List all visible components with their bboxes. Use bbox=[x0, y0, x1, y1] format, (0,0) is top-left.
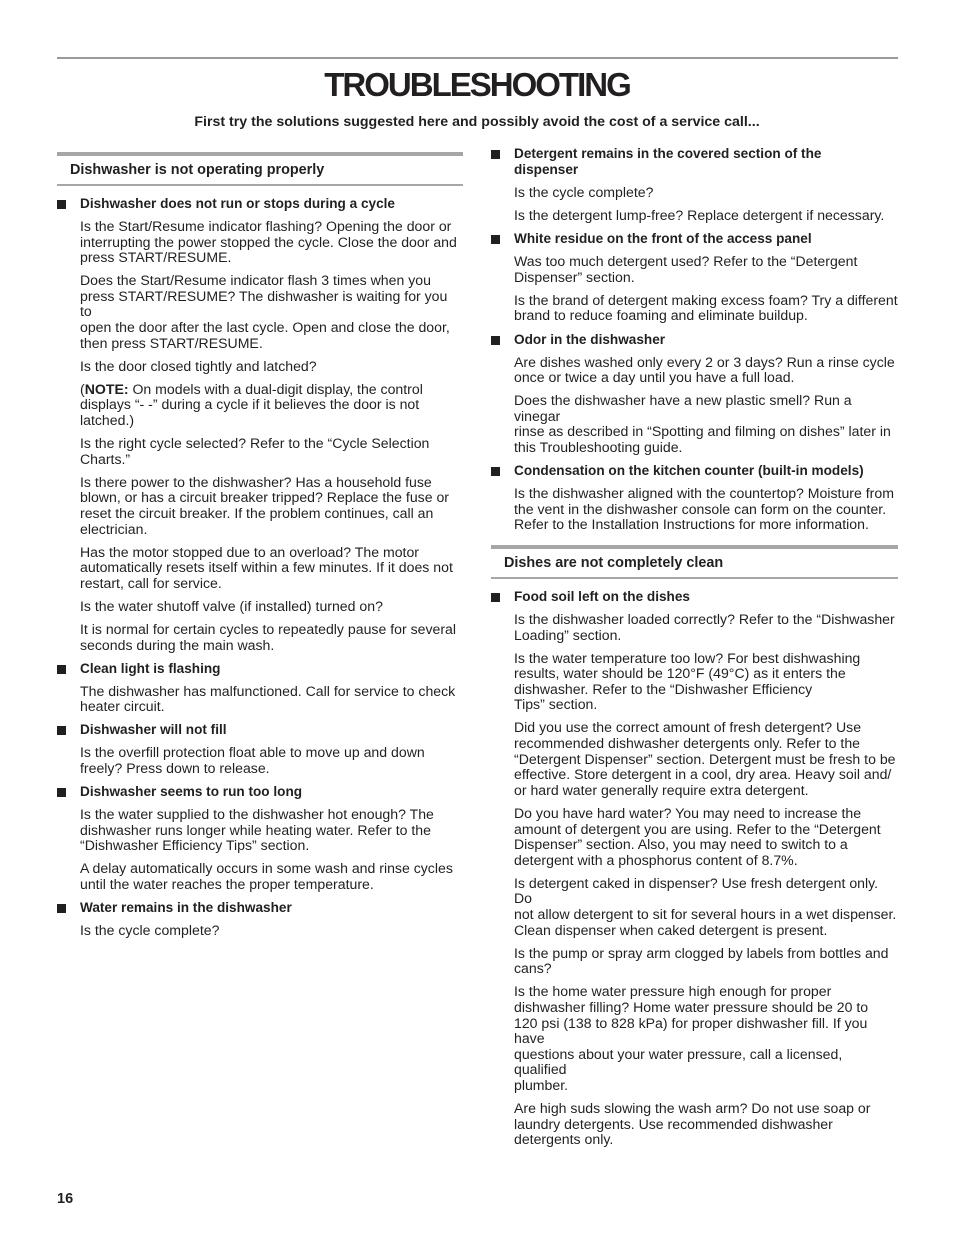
page-title: TROUBLESHOOTING bbox=[324, 66, 630, 103]
note-text: On models with a dual-digit display, the control displays “- -” during a cycle if it believes the door is not latched.) bbox=[80, 380, 423, 429]
paragraph: Is the cycle complete? bbox=[80, 922, 220, 939]
item-heading-text: Clean light is flashing bbox=[80, 660, 221, 676]
square-bullet-icon bbox=[491, 235, 500, 244]
paragraph: Is the overfill protection float able to move up and down freely? Press down to release. bbox=[80, 744, 425, 777]
paragraph: Does the dishwasher have a new plastic smell? Run a vinegar rinse as described in “Spotting and filming on dishes” later in this Troubleshooting guide. bbox=[514, 392, 891, 456]
paragraph: Is the water shutoff valve (if installed) turned on? bbox=[80, 597, 383, 614]
page-number: 16 bbox=[57, 1191, 74, 1207]
square-bullet-icon bbox=[57, 665, 66, 674]
item-heading bbox=[491, 463, 898, 479]
item-heading-text: Odor in the dishwasher bbox=[514, 331, 666, 347]
paragraph: Is the brand of detergent making excess foam? Try a different brand to reduce foaming and eliminate buildup. bbox=[514, 291, 898, 324]
square-bullet-icon bbox=[491, 593, 500, 602]
paragraph: Are dishes washed only every 2 or 3 days? Run a rinse cycle once or twice a day until you have a full load. bbox=[514, 353, 895, 386]
left-column bbox=[57, 146, 463, 946]
paragraph: Is the cycle complete? bbox=[514, 184, 654, 200]
section-heading-not-operating: Dishwasher is not operating properly bbox=[57, 152, 463, 186]
paragraph: Has the motor stopped due to an overload? The motor automatically resets itself within a few minutes. If it does not restart, call for service. bbox=[80, 543, 453, 591]
paragraph: Is the dishwasher aligned with the countertop? Moisture from the vent in the dishwasher console can form on the counter. Refer to the Installation Instructions for more information. bbox=[514, 485, 894, 533]
paragraph: Is the pump or spray arm clogged by labels from bottles and cans? bbox=[514, 944, 889, 977]
item-heading bbox=[57, 661, 463, 677]
square-bullet-icon bbox=[491, 467, 500, 476]
paragraph: Did you use the correct amount of fresh detergent? Use recommended dishwasher detergents only. Refer to the “Detergent Dispenser” section. Detergent must be fresh to be effective. Store detergent in a cool, dry area. Heavy soil and/ or hard water generally require extra detergent. bbox=[514, 719, 896, 798]
item-heading-text: Condensation on the kitchen counter (built-in models) bbox=[514, 463, 864, 479]
square-bullet-icon bbox=[491, 336, 500, 345]
page-subtitle: First try the solutions suggested here and possibly avoid the cost of a service call... bbox=[194, 114, 760, 130]
paragraph: Are high suds slowing the wash arm? Do not use soap or laundry detergents. Use recommended dishwasher detergents only. bbox=[514, 1100, 871, 1148]
section-heading-not-clean: Dishes are not completely clean bbox=[491, 545, 898, 579]
note-paren: ( bbox=[80, 380, 85, 397]
item-heading-text: Food soil left on the dishes bbox=[514, 588, 690, 604]
paragraph: A delay automatically occurs in some wash and rinse cycles until the water reaches the proper temperature. bbox=[80, 860, 453, 892]
paragraph: Does the Start/Resume indicator flash 3 times when you press START/RESUME? The dishwasher is waiting for you to open the door after the last cycle. Open and close the door, then press START/RESUME. bbox=[80, 272, 450, 351]
paragraph: Was too much detergent used? Refer to the “Detergent Dispenser” section. bbox=[514, 253, 858, 285]
item-heading-text: Water remains in the dishwasher bbox=[80, 900, 292, 916]
item-heading bbox=[57, 196, 463, 212]
paragraph: Is detergent caked in dispenser? Use fresh detergent only. Do not allow detergent to sit for several hours in a wet dispenser. Clean dispenser when caked detergent is present. bbox=[514, 874, 897, 938]
square-bullet-icon bbox=[57, 904, 66, 913]
top-rule bbox=[57, 57, 898, 59]
square-bullet-icon bbox=[57, 200, 66, 209]
square-bullet-icon bbox=[491, 150, 500, 159]
paragraph: Is the water temperature too low? For best dishwashing results, water should be 120°F (49°C) as it enters the dishwasher. Refer to the “Dishwasher Efficiency Tips” section. bbox=[514, 649, 861, 713]
square-bullet-icon bbox=[57, 788, 66, 797]
item-heading bbox=[491, 332, 898, 348]
note-paragraph bbox=[57, 382, 463, 429]
item-heading-text: Detergent remains in the covered section of the dispenser bbox=[514, 146, 822, 177]
paragraph: Is the dishwasher loaded correctly? Refer to the “Dishwasher Loading” section. bbox=[514, 610, 895, 643]
paragraph: The dishwasher has malfunctioned. Call for service to check heater circuit. bbox=[80, 682, 456, 715]
item-heading-text: Dishwasher will not fill bbox=[80, 722, 227, 738]
paragraph: Is the Start/Resume indicator flashing? Opening the door or interrupting the power stopped the cycle. Close the door and press START/RESUME. bbox=[80, 218, 457, 266]
square-bullet-icon bbox=[57, 726, 66, 735]
item-heading-text: White residue on the front of the access panel bbox=[514, 231, 812, 247]
paragraph: Is there power to the dishwasher? Has a household fuse blown, or has a circuit breaker tripped? Replace the fuse or reset the circuit breaker. If the problem continues, call an electrician. bbox=[80, 473, 449, 537]
item-heading bbox=[57, 722, 463, 738]
item-heading bbox=[491, 589, 898, 605]
paragraph: Is the water supplied to the dishwasher hot enough? The dishwasher runs longer while heating water. Refer to the “Dishwasher Efficiency Tips” section. bbox=[80, 806, 434, 854]
item-heading-text: Dishwasher does not run or stops during a cycle bbox=[80, 196, 395, 211]
paragraph: Is the door closed tightly and latched? bbox=[80, 357, 317, 374]
right-column bbox=[491, 146, 898, 1155]
item-heading-text: Dishwasher seems to run too long bbox=[80, 784, 303, 800]
item-heading bbox=[57, 900, 463, 916]
paragraph: Is the detergent lump-free? Replace detergent if necessary. bbox=[514, 207, 885, 224]
paragraph: Do you have hard water? You may need to increase the amount of detergent you are using. Refer to the “Detergent Dispenser” section. Also, you may need to switch to a detergent with a phosphorus content of 8.7%. bbox=[514, 804, 881, 868]
item-heading bbox=[57, 784, 463, 800]
paragraph: Is the right cycle selected? Refer to the “Cycle Selection Charts.” bbox=[80, 435, 430, 467]
item-heading bbox=[491, 146, 898, 178]
paragraph: Is the home water pressure high enough for proper dishwasher filling? Home water pressure should be 20 to 120 psi (138 to 828 kPa) for proper dishwasher fill. If you have questions about your water pressure, call a licensed, qualified plumber. bbox=[514, 983, 869, 1093]
paragraph: It is normal for certain cycles to repeatedly pause for several seconds during the main wash. bbox=[80, 621, 457, 653]
item-heading bbox=[491, 231, 898, 247]
note-label: NOTE: bbox=[84, 380, 129, 397]
